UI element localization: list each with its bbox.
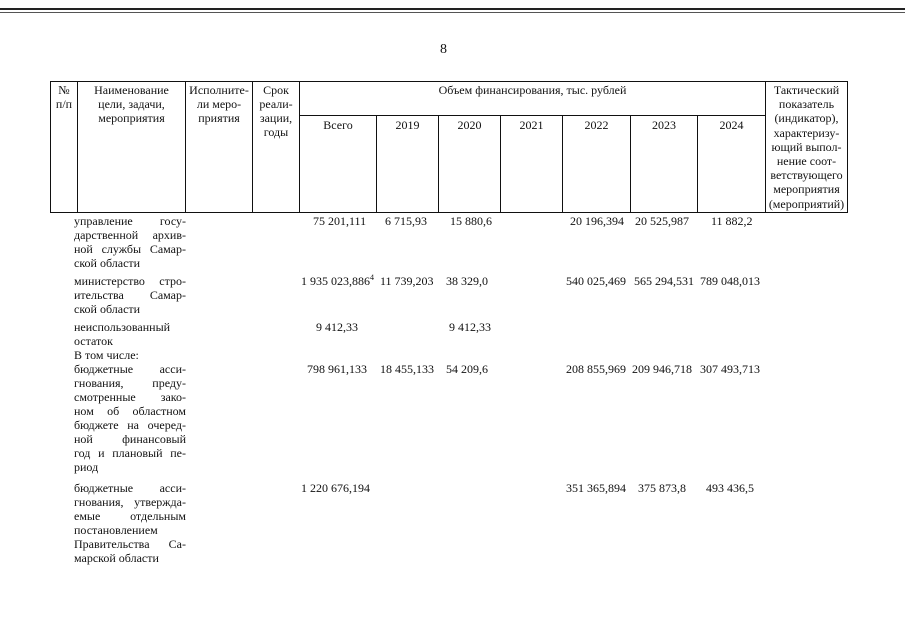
header-funding-2019: 2019 (395, 118, 420, 132)
row-2020: 9 412,33 (449, 320, 491, 334)
header-funding-2021: 2021 (519, 118, 544, 132)
footnote-mark: 4 (370, 273, 374, 282)
row-total: 75 201,111 (313, 214, 367, 228)
header-funding-2024: 2024 (719, 118, 744, 132)
row-2024: 11 882,2 (711, 214, 753, 228)
header-col-name: Наименование цели, задачи, мероприятия (94, 83, 169, 125)
row-2020: 38 329,0 (446, 274, 488, 288)
row-2019: 6 715,93 (385, 214, 427, 228)
row-2022: 351 365,894 (566, 481, 626, 495)
row-2024: 493 436,5 (706, 481, 754, 495)
row-2019: 11 739,203 (380, 274, 434, 288)
header-funding-total: Всего (323, 118, 353, 132)
row-2023: 565 294,531 (634, 274, 694, 288)
row-2019: 18 455,133 (380, 362, 434, 376)
row-2022: 540 025,469 (566, 274, 626, 288)
row-name: В том числе: (74, 348, 139, 362)
header-col-term: Срок реали- зации, годы (259, 83, 293, 139)
row-name: бюджетные асси- гнования, утвержда- емые отдельным постановлением Правительства Са- марской области (74, 481, 186, 565)
row-total: 1 935 023,886$^4$ (301, 273, 374, 288)
header-col-indicator: Тактический показатель (индикатор), характеризу- ющий выпол- нение соот- ветствующего мероприятия (мероприятий) (768, 83, 845, 211)
row-name: министерство стро- ительства Самар- ской области (74, 274, 186, 316)
scan-edge-line-2 (0, 12, 905, 13)
row-name: бюджетные асси- гнования, преду- смотренные зако- ном об областном бюджете на очеред- ной финансовый год и плановый пе- риод (74, 362, 186, 474)
row-2020: 54 209,6 (446, 362, 488, 376)
row-name: неиспользованный остаток (74, 320, 171, 348)
row-total: 798 961,133 (307, 362, 367, 376)
row-2024: 789 048,013 (700, 274, 760, 288)
page-number: 8 (440, 42, 447, 57)
row-2023: 209 946,718 (632, 362, 692, 376)
header-funding-2022: 2022 (584, 118, 609, 132)
header-col-no: № п/п (55, 83, 73, 111)
row-2023: 375 873,8 (638, 481, 686, 495)
row-total: 1 220 676,194 (301, 481, 370, 495)
scan-edge-line (0, 8, 905, 10)
row-2023: 20 525,987 (635, 214, 689, 228)
header-col-funding: Объем финансирования, тыс. рублей (438, 83, 627, 97)
header-col-executor: Исполните- ли меро- приятия (189, 83, 249, 125)
row-2022: 208 855,969 (566, 362, 626, 376)
row-2024: 307 493,713 (700, 362, 760, 376)
row-total: 9 412,33 (316, 320, 358, 334)
row-name: управление госу- дарственной архив- ной службы Самар- ской области (74, 214, 186, 270)
header-funding-2023: 2023 (652, 118, 676, 132)
row-2020: 15 880,6 (450, 214, 492, 228)
header-funding-2020: 2020 (457, 118, 482, 132)
row-2022: 20 196,394 (570, 214, 624, 228)
